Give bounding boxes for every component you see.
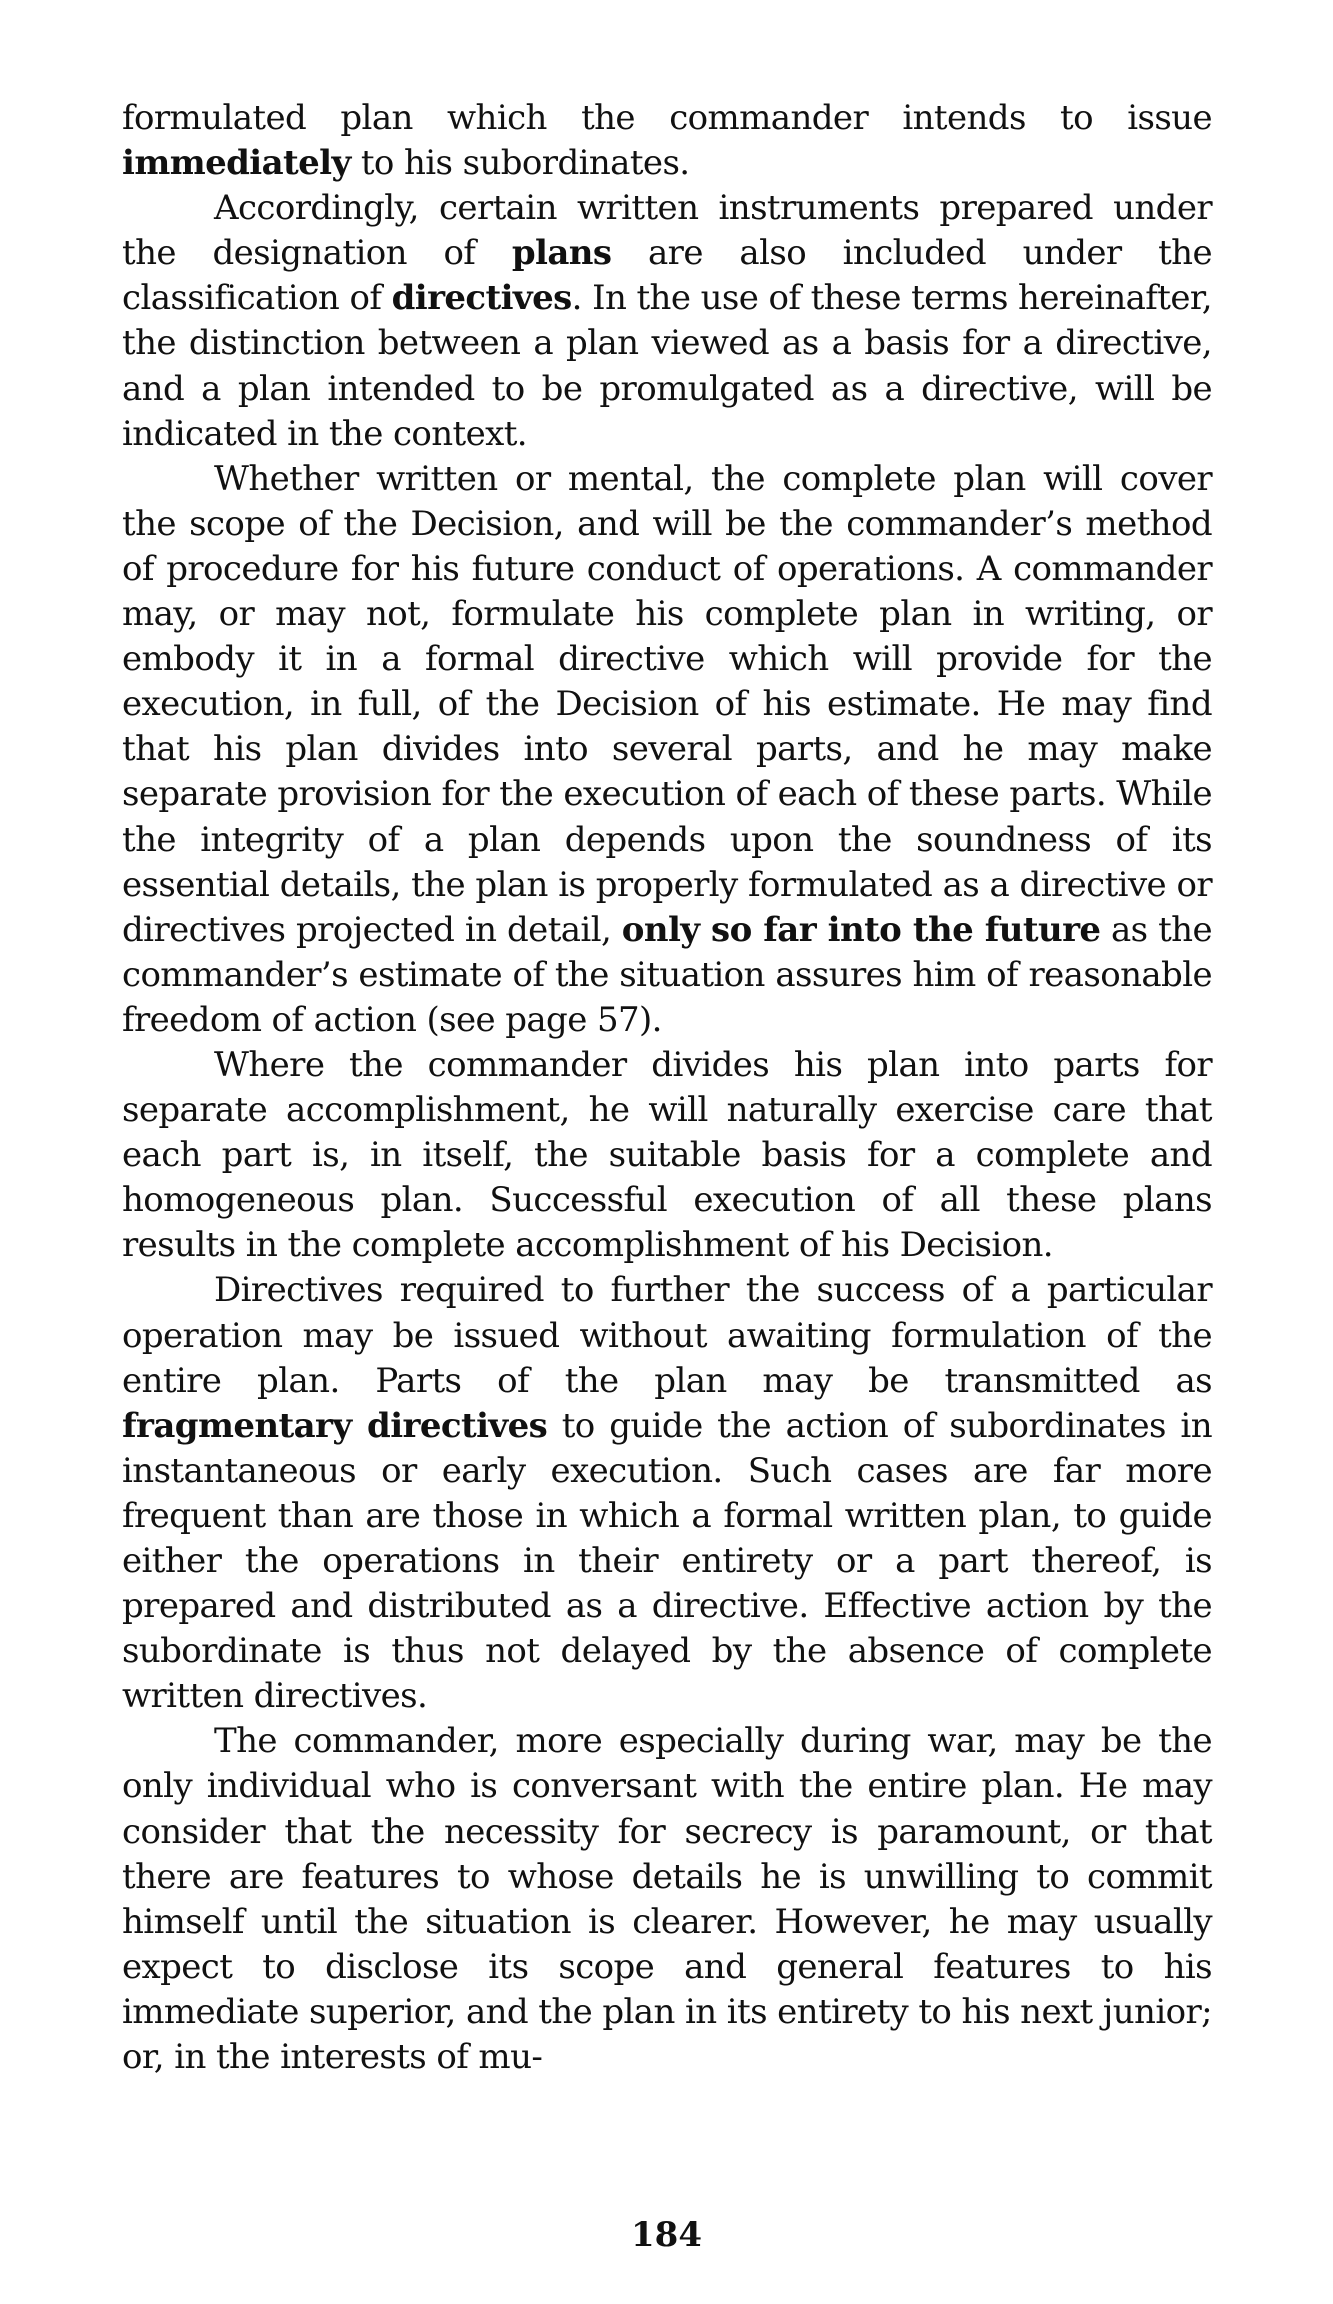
emphasis-only-so-far: only so far into the future xyxy=(621,909,1101,950)
paragraph-5 xyxy=(122,1268,1212,1719)
page-number: 184 xyxy=(631,2215,702,2255)
text-segment: as the commander’s estimate of the situation assures him of reasonable freedom of action (see page 57). xyxy=(122,909,1212,1040)
paragraph-2 xyxy=(122,186,1212,457)
text-segment: . In the use of these terms hereinafter, the distinction between a plan viewed as a basis for a directive, and a plan intended to be promulgated as a directive, will be indicated in the context. xyxy=(122,278,1212,454)
text-segment: Where the commander divides his plan into parts for separate accomplishment, he will naturally exercise care that each part is, in itself, the suitable basis for a complete and homogeneous plan. Successful execution of all these plans results in the complete accomplishment of his Decision. xyxy=(122,1044,1212,1266)
emphasis-immediately: immediately xyxy=(122,143,351,184)
paragraph-6 xyxy=(122,1719,1212,2080)
paragraph-3 xyxy=(122,457,1212,1043)
emphasis-plans: plans xyxy=(511,233,612,274)
emphasis-directives: directives xyxy=(391,278,572,319)
text-segment: Whether written or mental, the complete plan will cover the scope of the Decision, and will be the commander’s method of procedure for his future conduct of operations. A commander may, or may not, formulate his complete plan in writing, or embody it in a formal directive which will provide for the execution, in full, of the Decision of his estimate. He may find that his plan divides into several parts, and he may make separate provision for the execution of each of these parts. While the integrity of a plan depends upon the soundness of its essential details, the plan is properly formulated as a directive or directives projected in detail, xyxy=(122,458,1212,950)
paragraph-4 xyxy=(122,1043,1212,1268)
page-body xyxy=(122,96,1212,2080)
text-segment: to guide the action of subordinates in instantaneous or early execution. Such cases are far more frequent than are those in which a formal written plan, to guide either the operations in their entirety or a part thereof, is prepared and distributed as a directive. Effective action by the subordinate is thus not delayed by the absence of complete written directives. xyxy=(122,1405,1212,1717)
text-segment: to his subordinates. xyxy=(350,143,690,184)
text-segment: Directives required to further the success of a particular operation may be issued without awaiting formulation of the entire plan. Parts of the plan may be transmitted as xyxy=(122,1270,1212,1401)
text-segment: formulated plan which the commander intends to issue xyxy=(122,98,1212,138)
text-segment: Accordingly, certain written instruments prepared under the designation of xyxy=(122,188,1212,274)
text-segment: are also included under the classification of xyxy=(122,233,1212,319)
text-segment: The commander, more especially during war, may be the only individual who is conversant with the entire plan. He may consider that the necessity for secrecy is paramount, or that there are features to whose details he is unwilling to commit himself until the situation is clearer. However, he may usually expect to disclose its scope and general features to his immediate superior, and the plan in its entirety to his next junior; or, in the interests of mu- xyxy=(122,1721,1212,2078)
emphasis-fragmentary-directives: fragmentary directives xyxy=(122,1405,548,1446)
paragraph-1 xyxy=(122,96,1212,186)
